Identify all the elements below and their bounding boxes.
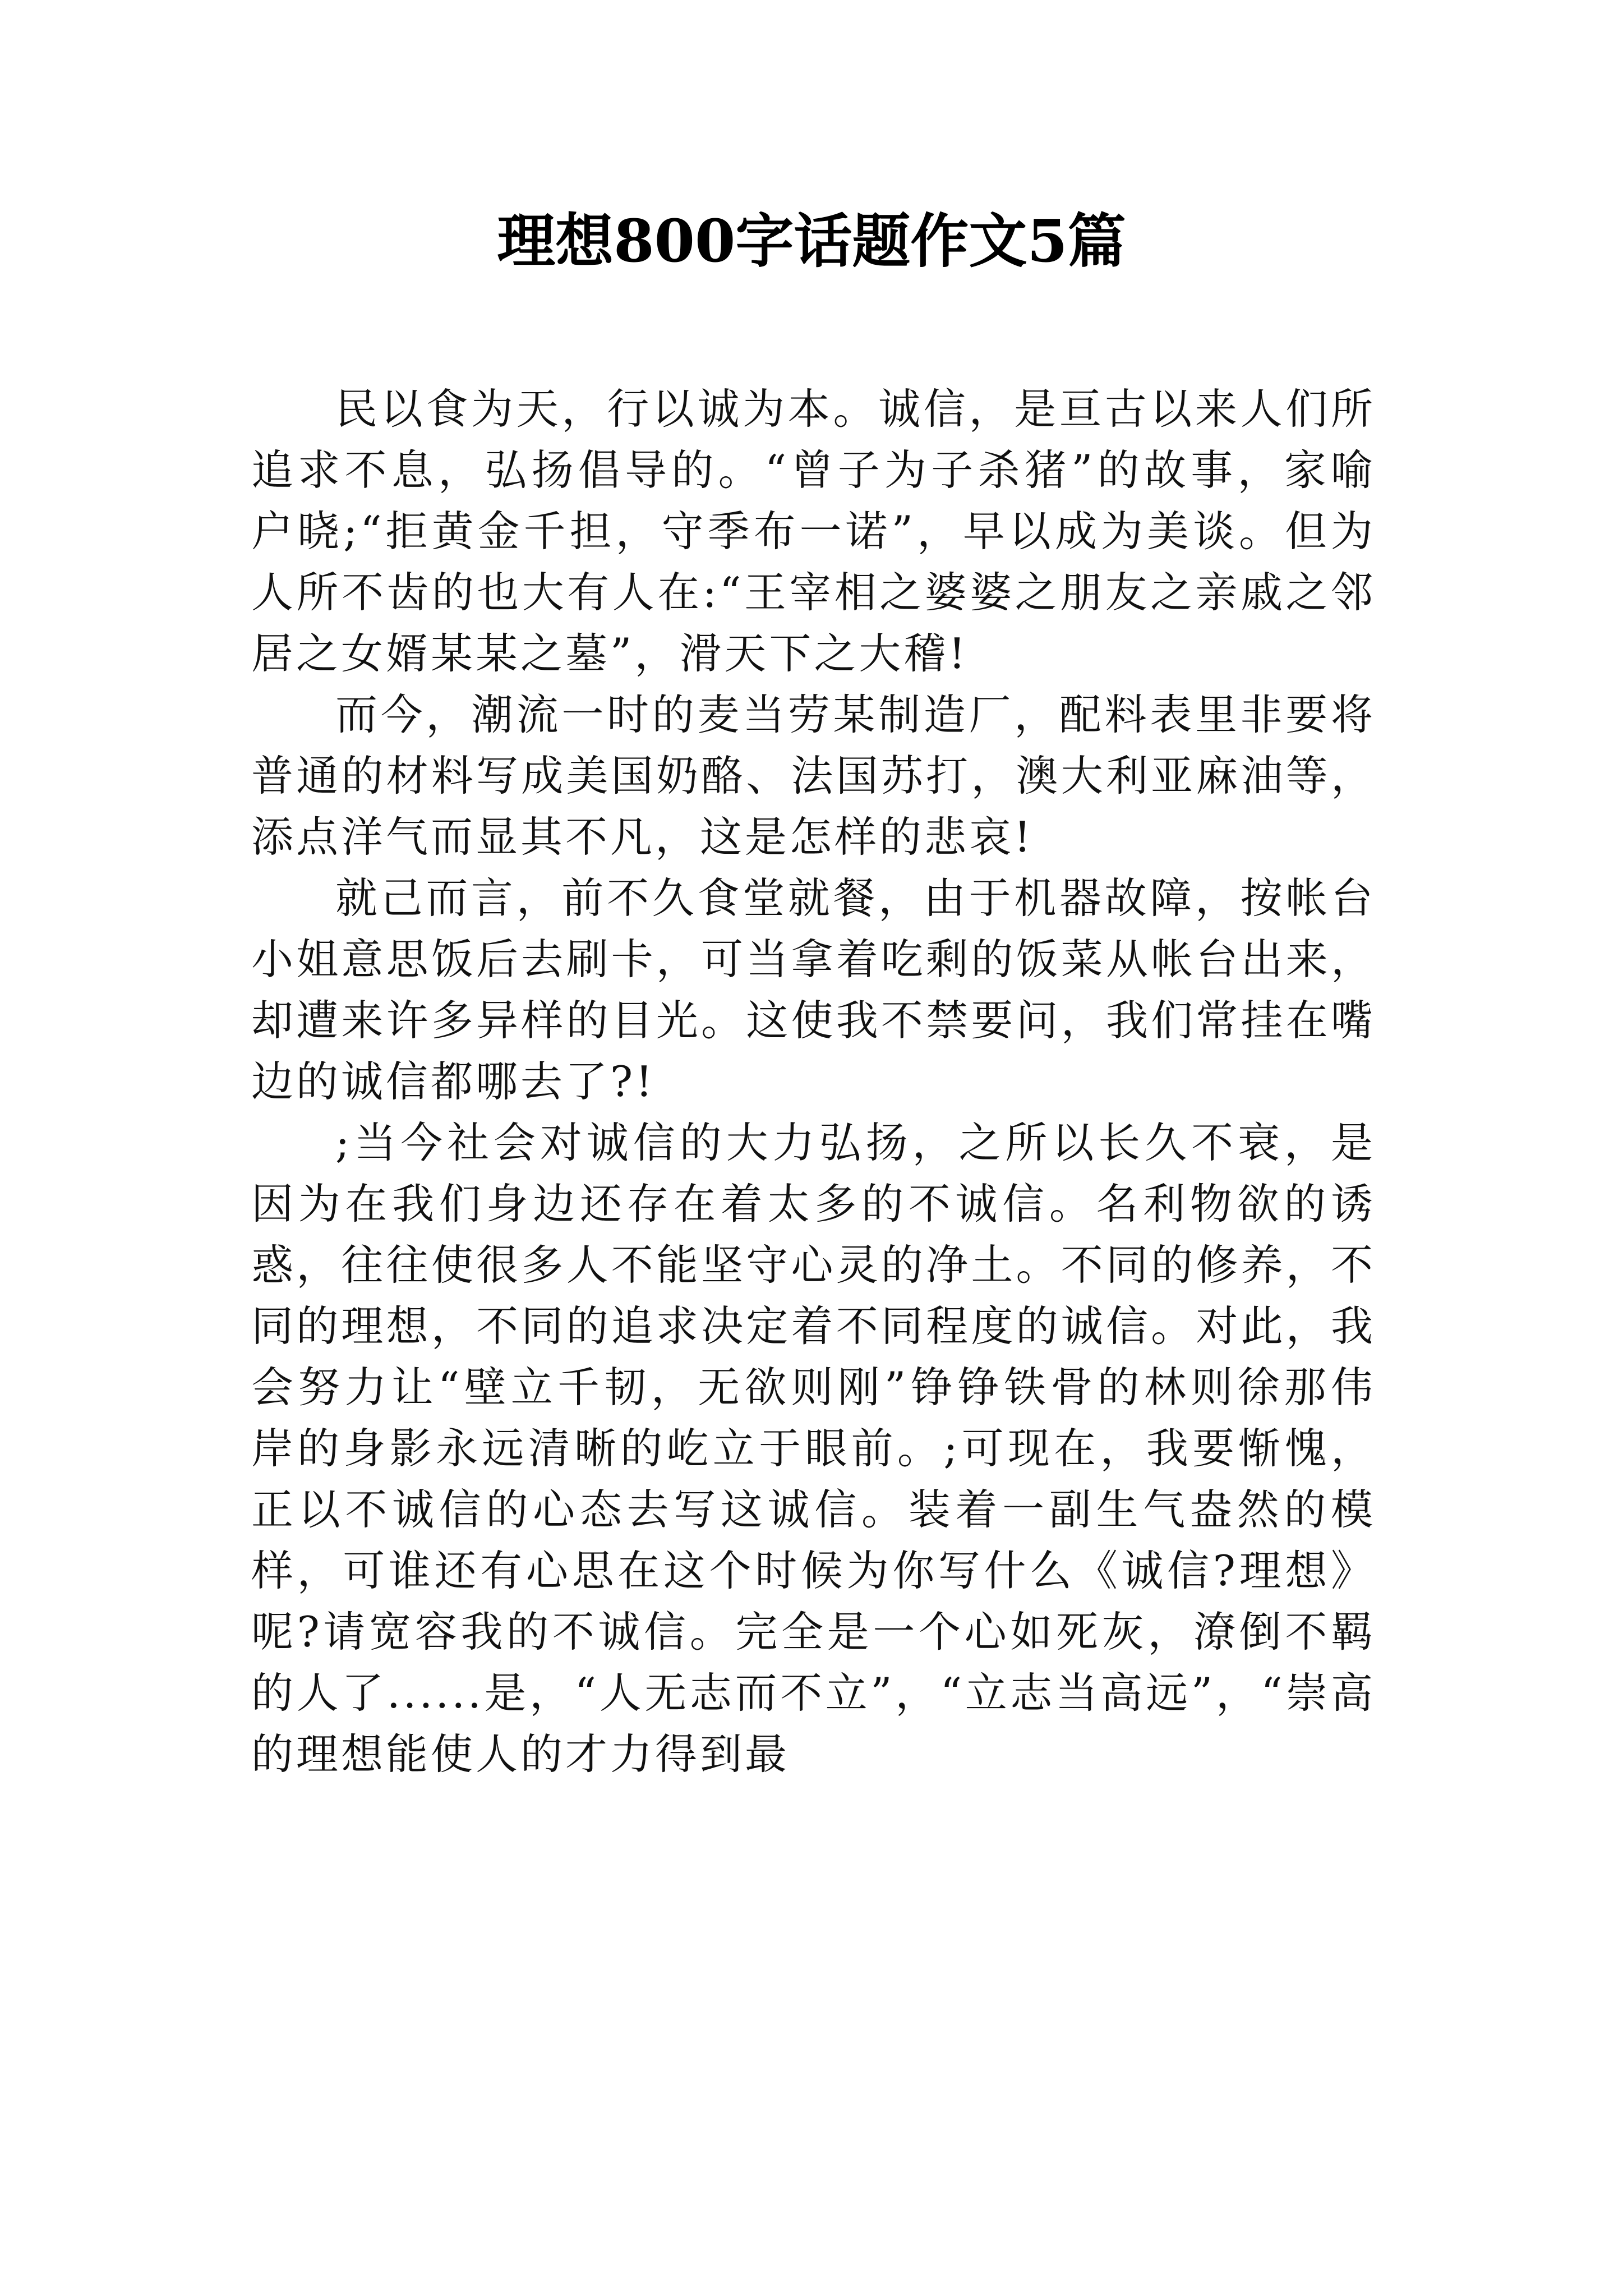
paragraph-3: 就己而言，前不久食堂就餐，由于机器故障，按帐台小姐意思饭后去刷卡，可当拿着吃剩的饭菜从帐台出来，却遭来许多异样的目光。这使我不禁要问，我们常挂在嘴边的诚信都哪去了?! [251,873,1376,1106]
paragraph-4: ;当今社会对诚信的大力弘扬，之所以长久不衰，是因为在我们身边还存在着太多的不诚信。名利物欲的诱惑，往往使很多人不能坚守心灵的净土。不同的修养，不同的理想，不同的追求决定着不同程度的诚信。对此，我会努力让“壁立千韧，无欲则刚”铮铮铁骨的林则徐那伟岸的身影永远清晰的屹立于眼前。;可现在，我要惭愧，正以不诚信的心态去写这诚信。装着一副生气盎然的模样，可谁还有心思在这个时候为你写什么《诚信?理想》呢?请宽容我的不诚信。完全是一个心如死灰，潦倒不羁的人了......是，“人无志而不立”，“立志当高远”，“崇高的理想能使人的才力得到最 [251,1118,1376,1779]
paragraph-1: 民以食为天，行以诚为本。诚信，是亘古以来人们所追求不息，弘扬倡导的。“曾子为子杀猪”的故事，家喻户晓;“拒黄金千担，守季布一诺”，早以成为美谈。但为人所不齿的也大有人在:“王宰相之婆婆之朋友之亲戚之邻居之女婿某某之墓”，滑天下之大稽! [251,384,1376,678]
document-title: 理想800字话题作文5篇 [497,206,1126,275]
document-body [251,379,1376,1785]
paragraph-2: 而今，潮流一时的麦当劳某制造厂，配料表里非要将普通的材料写成美国奶酪、法国苏打，澳大利亚麻油等，添点洋气而显其不凡，这是怎样的悲哀! [251,690,1376,862]
